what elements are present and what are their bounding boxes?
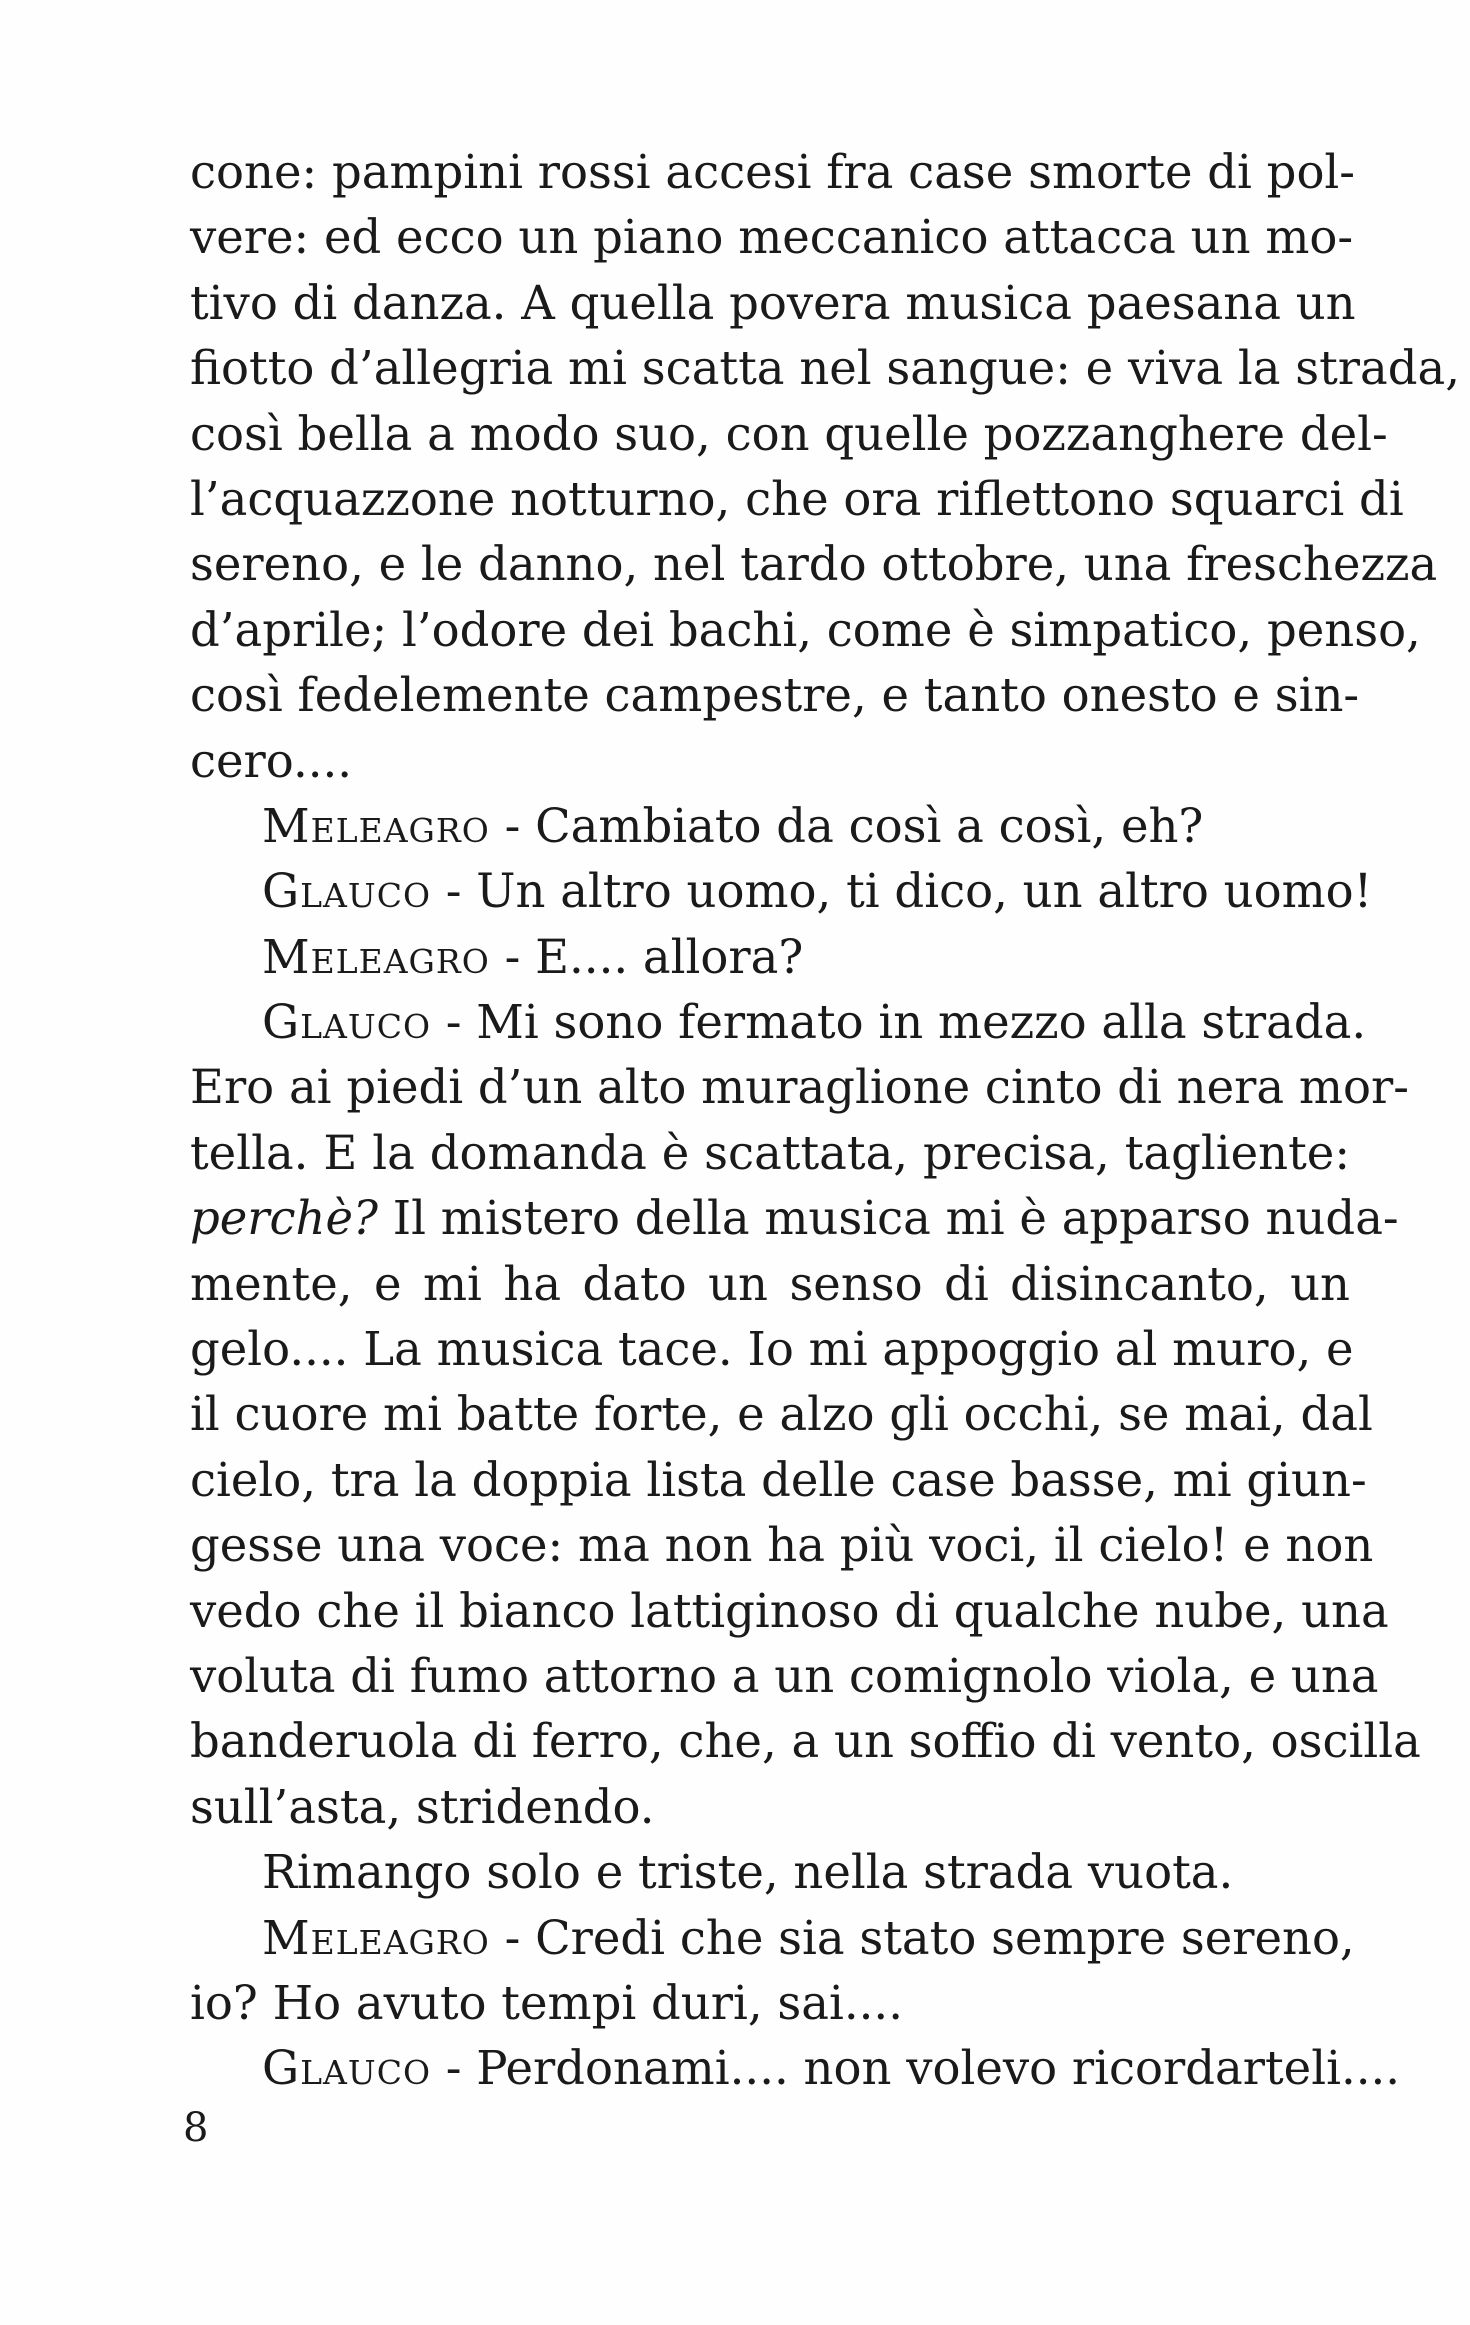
dialogue-line — [190, 794, 1350, 859]
dialogue-text: - E.... allora? — [489, 929, 804, 984]
speaker-name: Glauco — [262, 995, 432, 1050]
text-line: cone: pampini rossi accesi fra case smorte di pol- — [190, 145, 1356, 199]
text-line: cero.... — [190, 733, 353, 788]
dialogue-text: - Un altro uomo, ti dico, un altro uomo! — [431, 864, 1373, 919]
speaker-name: Glauco — [262, 864, 432, 919]
dialogue-line — [190, 859, 1373, 924]
text-line: così fedelemente campestre, e tanto onesto e sin- — [190, 668, 1360, 723]
text-segment: Il mistero della musica mi è apparso nuda- — [377, 1191, 1399, 1246]
text-line: cielo, tra la doppia lista delle case basse, mi giun- — [190, 1452, 1367, 1507]
dialogue-text: - Mi sono fermato in mezzo alla strada. — [431, 995, 1367, 1050]
text-line: sull’asta, stridendo. — [190, 1779, 655, 1834]
italic-word: perchè? — [190, 1191, 378, 1246]
text-line: fiotto d’allegria mi scatta nel sangue: e viva la strada, — [190, 341, 1461, 396]
text-line: voluta di fumo attorno a un comignolo viola, e una — [190, 1648, 1379, 1703]
dialogue-text: - Cambiato da così a così, eh? — [489, 798, 1204, 853]
text-line: gelo.... La musica tace. Io mi appoggio al muro, e — [190, 1322, 1354, 1377]
text-line: Ero ai piedi d’un alto muraglione cinto di nera mor- — [190, 1060, 1409, 1115]
text-line: sereno, e le danno, nel tardo ottobre, una freschezza — [190, 537, 1438, 592]
text-line: vedo che il bianco lattiginoso di qualche nube, una — [190, 1583, 1389, 1638]
speaker-name: Glauco — [262, 2041, 432, 2096]
text-line: Rimango solo e triste, nella strada vuota. — [262, 1845, 1234, 1900]
dialogue-line — [190, 2036, 1401, 2101]
text-line: tivo di danza. A quella povera musica paesana un — [190, 275, 1356, 330]
page-number: 8 — [183, 2105, 209, 2151]
text-line: gesse una voce: ma non ha più voci, il cielo! e non — [190, 1518, 1374, 1573]
text-line: d’aprile; l’odore dei bachi, come è simpatico, penso, — [190, 602, 1421, 657]
text-line — [190, 1186, 1399, 1251]
text-line: banderuola di ferro, che, a un soffio di vento, oscilla — [190, 1714, 1421, 1769]
text-line: tella. E la domanda è scattata, precisa, tagliente: — [190, 1125, 1350, 1180]
dialogue-line — [190, 1906, 1355, 1971]
speaker-name: Meleagro — [262, 798, 490, 853]
speaker-name: Meleagro — [262, 1910, 490, 1965]
dialogue-line — [190, 925, 1350, 990]
page-text — [190, 140, 1461, 2102]
text-line: vere: ed ecco un piano meccanico attacca un mo- — [190, 210, 1354, 265]
text-line: il cuore mi batte forte, e alzo gli occhi, se mai, dal — [190, 1387, 1373, 1442]
text-line: l’acquazzone notturno, che ora riflettono squarci di — [190, 471, 1404, 526]
speaker-name: Meleagro — [262, 929, 490, 984]
text-line: io? Ho avuto tempi duri, sai.... — [190, 1975, 903, 2030]
dialogue-line — [190, 990, 1367, 1055]
dialogue-text: - Credi che sia stato sempre sereno, — [489, 1910, 1355, 1965]
text-line: così bella a modo suo, con quelle pozzanghere del- — [190, 406, 1388, 461]
text-line: mente, e mi ha dato un senso di disincanto, un — [190, 1256, 1350, 1311]
dialogue-text: - Perdonami.... non volevo ricordarteli.... — [431, 2041, 1401, 2096]
